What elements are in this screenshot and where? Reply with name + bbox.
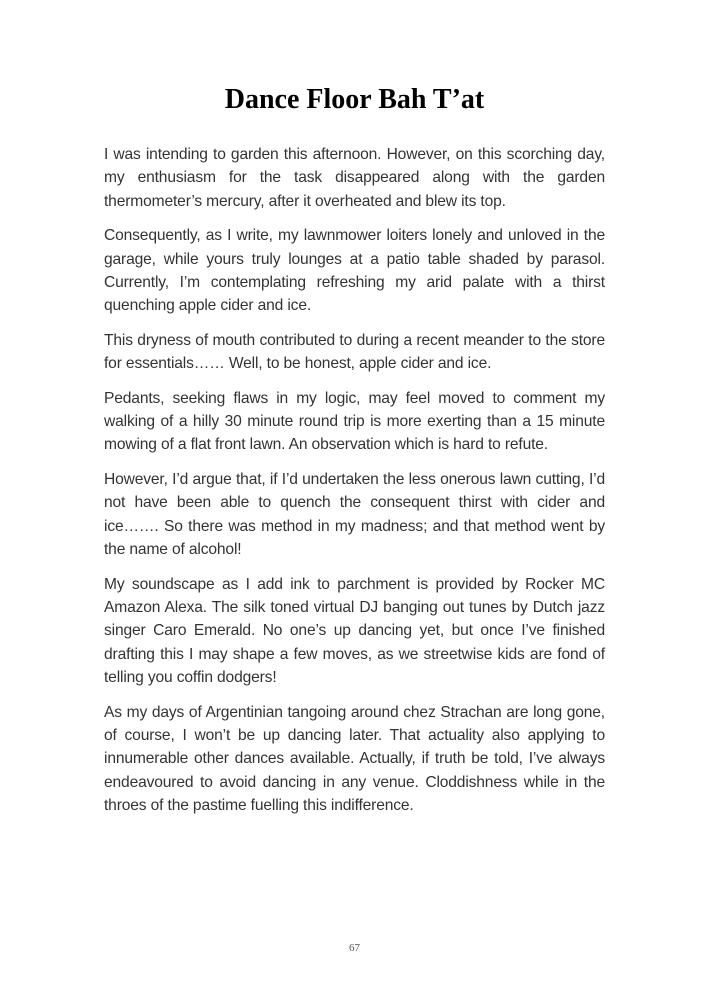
- paragraph-4: Pedants, seeking flaws in my logic, may feel moved to comment my walking of a hilly 30 minute round trip is more exerting than a 15 minute mowing of a flat front lawn. An observation which is hard to refute.: [104, 389, 605, 454]
- body-text: [104, 143, 605, 829]
- page-title: Dance Floor Bah T’at: [224, 84, 485, 115]
- paragraph-2: Consequently, as I write, my lawnmower loiters lonely and unloved in the garage, while yours truly lounges at a patio table shaded by parasol. Currently, I’m contemplating refreshing my arid palate with a thirst quenching apple cider and ice.: [104, 227, 605, 315]
- paragraph-1: I was intending to garden this afternoon. However, on this scorching day, my enthusiasm for the task disappeared along with the garden thermometer’s mercury, after it overheated and blew its top.: [104, 146, 605, 210]
- paragraph-3: This dryness of mouth contributed to during a recent meander to the store for essentials…… Well, to be honest, apple cider and ice.: [104, 331, 605, 373]
- paragraph-5: However, I’d argue that, if I’d undertaken the less onerous lawn cutting, I’d not have been able to quench the consequent thirst with cider and ice……. So there was method in my madness; and that method went by the name of alcohol!: [104, 470, 605, 559]
- paragraph-6: My soundscape as I add ink to parchment is provided by Rocker MC Amazon Alexa. The silk toned virtual DJ banging out tunes by Dutch jazz singer Caro Emerald. No one’s up dancing yet, but once I’ve finished drafting this I may shape a few moves, as we streetwise kids are fond of telling you coffin dodgers!: [104, 575, 605, 687]
- page-number: 67: [349, 942, 360, 954]
- paragraph-7: As my days of Argentinian tangoing around chez Strachan are long gone, of course, I won’t be up dancing later. That actuality also applying to innumerable other dances available. Actually, if truth be told, I’ve always endeavoured to avoid dancing in any venue. Cloddishness while in the throes of the pastime fuelling this indifference.: [104, 703, 605, 815]
